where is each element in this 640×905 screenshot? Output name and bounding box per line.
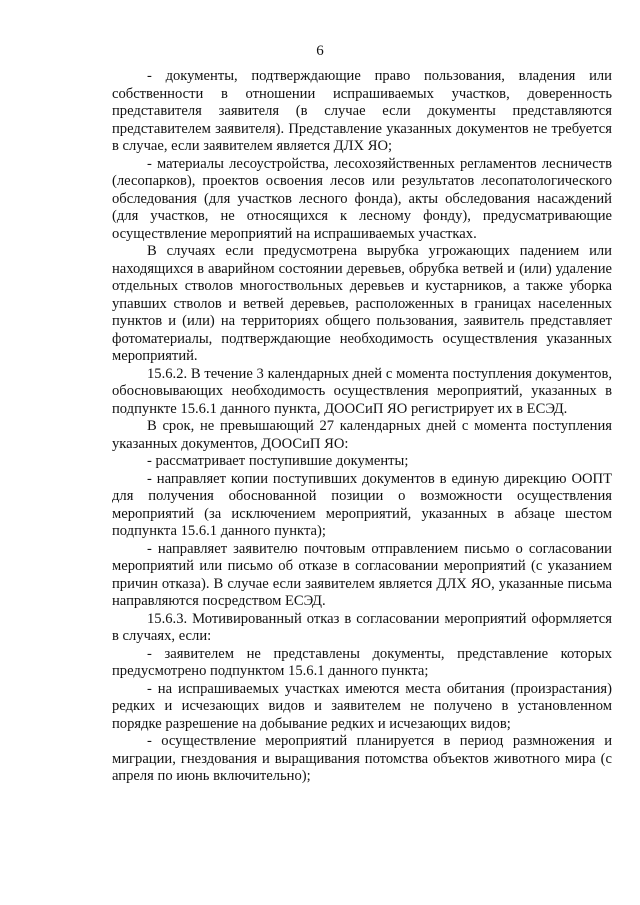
paragraph-review-term: В срок, не превышающий 27 календарных дней с момента поступления указанных документов, ДООСиП ЯО: <box>112 418 612 452</box>
paragraph-15-6-2: 15.6.2. В течение 3 календарных дней с момента поступления документов, обосновывающих необходимость осуществления мероприятий, указанных в подпункте 15.6.1 данного пункта, ДООСиП ЯО регистрирует их в ЕСЭД. <box>112 365 612 417</box>
paragraph-ownership-documents: - документы, подтверждающие право пользования, владения или собственности в отношении испрашиваемых участков, доверенность представителя заявителя (в случае если документы представляются представителем заявителя). Представление указанных документов не требуется в случае, если заявителем является ДЛХ ЯО; <box>112 68 612 154</box>
paragraph-photo-materials: В случаях если предусмотрена вырубка угрожающих падением или находящихся в аварийном состоянии деревьев, обрубка ветвей и (или) удаление отдельных стволов многоствольных деревьев и кустарников, а также уборка упавших стволов и ветвей деревьев, расположенных в границах населенных пунктов и (или) на территориях общего пользования, заявитель представляет фотоматериалы, подтверждающие необходимость осуществления указанных мероприятий. <box>112 243 612 364</box>
list-item-sends-copies: - направляет копии поступивших документов в единую дирекцию ООПТ для получения обоснованной позиции о возможности осуществления мероприятий (за исключением мероприятий, указанных в абзаце шестом подпункта 15.6.1 данного пункта); <box>112 470 612 539</box>
list-item-reviews-documents: - рассматривает поступившие документы; <box>147 453 409 469</box>
list-item-breeding-period: - осуществление мероприятий планируется в период размножения и миграции, гнездования и выращивания потомства объектов животного мира (с апреля по июнь включительно); <box>112 733 612 784</box>
paragraph-15-6-3: 15.6.3. Мотивированный отказ в согласовании мероприятий оформляется в случаях, если: <box>112 610 612 644</box>
list-item-rare-species: - на испрашиваемых участках имеются места обитания (произрастания) редких и исчезающих видов и заявителем не получено в установленном порядке разрешение на добывание редких и исчезающих видов; <box>112 680 612 732</box>
list-item-missing-documents: - заявителем не представлены документы, представление которых предусмотрено подпунктом 15.6.1 данного пункта; <box>112 645 612 679</box>
document-body <box>112 68 612 786</box>
paragraph-forest-materials: - материалы лесоустройства, лесохозяйственных регламентов лесничеств (лесопарков), проектов освоения лесов или результатов лесопатологического обследования (для участков лесного фонда), акты обследования насаждений (для участков, не относящихся к лесному фонду), предусматривающие осуществление мероприятий на испрашиваемых участках. <box>112 155 612 242</box>
list-item-sends-letter: - направляет заявителю почтовым отправлением письмо о согласовании мероприятий или письмо об отказе в согласовании мероприятий (с указанием причин отказа). В случае если заявителем является ДЛХ ЯО, указанные письма направляются посредством ЕСЭД. <box>112 540 612 609</box>
page-number: 6 <box>316 43 324 59</box>
